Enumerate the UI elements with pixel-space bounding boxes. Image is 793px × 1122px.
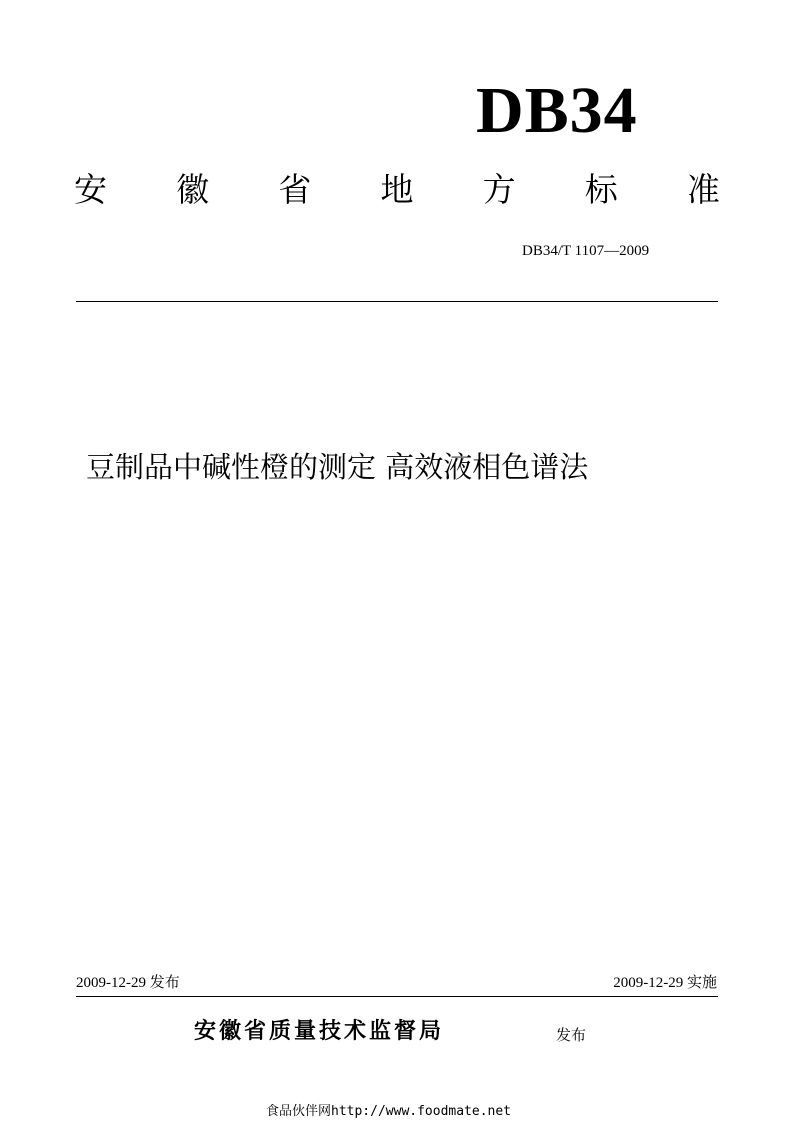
title-char: 方 bbox=[482, 170, 516, 209]
title-char: 徽 bbox=[176, 170, 210, 209]
footer-watermark: 食品伙伴网http://www.foodmate.net bbox=[266, 1104, 512, 1119]
top-divider bbox=[76, 301, 718, 302]
publisher-suffix: 发布 bbox=[556, 1026, 587, 1044]
standard-code: DB34/T 1107—2009 bbox=[522, 243, 650, 259]
title-char: 省 bbox=[278, 170, 312, 209]
standard-category-title bbox=[74, 170, 720, 210]
issue-date: 2009-12-29 发布 bbox=[76, 975, 180, 991]
bottom-divider bbox=[76, 996, 718, 997]
title-char: 标 bbox=[584, 170, 618, 209]
implementation-date: 2009-12-29 实施 bbox=[613, 975, 717, 991]
publisher-name: 安徽省质量技术监督局 bbox=[194, 1018, 445, 1043]
db34-mark: DB34 bbox=[476, 74, 638, 147]
title-char: 地 bbox=[380, 170, 414, 209]
document-title: 豆制品中碱性橙的测定 高效液相色谱法 bbox=[86, 450, 589, 484]
title-char: 安 bbox=[74, 170, 107, 209]
title-char: 准 bbox=[686, 170, 720, 209]
